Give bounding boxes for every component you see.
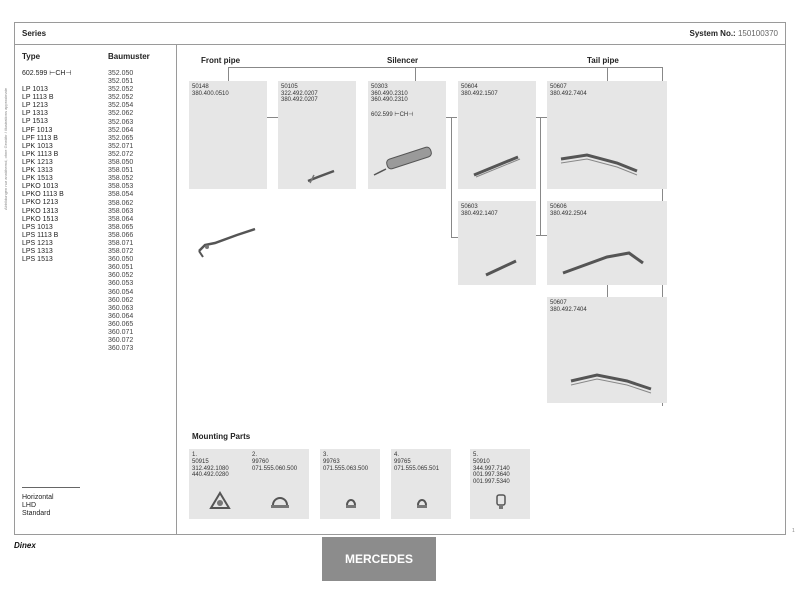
connector-line <box>267 117 278 118</box>
part-number: 50607 <box>550 300 567 306</box>
part-code <box>461 204 498 217</box>
type-item: LP 1313 <box>22 110 48 118</box>
type-list <box>22 70 72 264</box>
mounting-part-4[interactable] <box>391 449 451 519</box>
type-item: LPS 1013 <box>22 223 53 231</box>
part-box-tail-pipe-3[interactable] <box>458 201 536 285</box>
page-number: 1 <box>792 528 795 534</box>
part-number: 50603 <box>461 204 478 210</box>
baumuster-item: 360.071 <box>108 329 134 336</box>
baumuster-item: 360.073 <box>108 345 134 353</box>
part-code <box>371 84 408 104</box>
part-number: 50915 <box>192 459 209 465</box>
part-reference: 360.490.2310 <box>371 90 408 97</box>
type-item: LPK 1113 B <box>22 150 59 158</box>
connector-line <box>451 117 452 237</box>
type-item: LPS 1513 <box>22 256 53 264</box>
part-reference: 071.555.060.500 <box>252 465 298 472</box>
baumuster-item: 360.063 <box>108 304 134 312</box>
mounting-part-2[interactable] <box>249 449 309 519</box>
baumuster-item: 360.072 <box>108 337 134 345</box>
baumuster-item: 360.050 <box>108 256 134 264</box>
mounting-part-code <box>394 459 439 472</box>
baumuster-item: 358.050 <box>108 159 134 167</box>
type-item: LP 1513 <box>22 118 48 126</box>
legend-item: Standard <box>22 510 51 517</box>
mounting-part-index: 2. <box>252 452 258 458</box>
baumuster-item: 358.062 <box>108 199 134 207</box>
baumuster-item: 352.050 <box>108 70 134 77</box>
connector-line <box>607 285 608 297</box>
baumuster-item: 360.051 <box>108 264 134 272</box>
clamp-icon <box>411 491 433 511</box>
baumuster-item: 358.064 <box>108 215 134 223</box>
part-reference: 380.492.7404 <box>550 306 587 313</box>
part-code <box>461 84 498 97</box>
part-box-tail-pipe-2[interactable] <box>547 81 667 189</box>
part-reference: 344.997.7140 <box>473 465 510 472</box>
part-box-front-pipe-2[interactable] <box>278 81 356 189</box>
brand-banner: MERCEDES <box>322 537 436 581</box>
part-reference: 380.492.2504 <box>550 210 587 217</box>
tail-pipe-illustration <box>482 255 522 279</box>
baumuster-list <box>108 70 133 353</box>
type-item: LP 1213 <box>22 102 48 110</box>
part-number: 50607 <box>550 84 567 90</box>
system-number <box>689 29 778 38</box>
baumuster-item: 358.072 <box>108 248 134 256</box>
front-pipe-illustration <box>195 221 265 261</box>
baumuster-item: 352.051 <box>108 78 134 86</box>
baumuster-item: 352.065 <box>108 134 134 142</box>
baumuster-item: 358.066 <box>108 231 134 239</box>
part-number: 50604 <box>461 84 478 90</box>
tail-pipe-illustration <box>468 151 528 181</box>
baumuster-item: 352.052 <box>108 86 134 94</box>
part-reference: 071.555.065.501 <box>394 465 440 472</box>
baumuster-item: 360.054 <box>108 288 134 296</box>
part-code <box>550 84 587 97</box>
dinex-logo: Dinex <box>14 541 36 550</box>
legend <box>22 494 54 518</box>
type-item: LPS 1113 B <box>22 231 59 239</box>
baumuster-item: 352.072 <box>108 150 134 158</box>
mounting-part-code <box>473 459 510 485</box>
part-box-silencer[interactable] <box>368 81 446 189</box>
part-number: 50303 <box>371 84 388 90</box>
part-reference: 001.997.5340 <box>473 478 510 485</box>
connector-line <box>535 117 547 118</box>
part-reference: 380.492.0207 <box>281 97 318 103</box>
baumuster-item: 360.052 <box>108 272 134 280</box>
type-item: LPF 1113 B <box>22 134 58 142</box>
part-number: 50606 <box>550 204 567 210</box>
connector-line <box>228 67 663 68</box>
part-number: 50105 <box>281 84 298 90</box>
system-number-label: System No.: <box>689 29 736 38</box>
mounting-part-index: 1. <box>192 452 198 458</box>
connector-line <box>451 237 458 238</box>
type-item: 602.599 ⊢CH⊣ <box>22 70 72 77</box>
mounting-part-3[interactable] <box>320 449 380 519</box>
part-reference: 312.492.1080 <box>192 465 229 472</box>
type-item: LPS 1313 <box>22 247 53 255</box>
type-column-header: Type <box>22 52 41 61</box>
type-item: LPK 1513 <box>22 175 53 183</box>
mounting-parts-title: Mounting Parts <box>192 432 251 441</box>
type-item: LPF 1013 <box>22 126 53 134</box>
mounting-part-index: 4. <box>394 452 400 458</box>
baumuster-item: 352.071 <box>108 142 134 150</box>
type-gap <box>22 78 72 86</box>
baumuster-item: 358.053 <box>108 183 134 191</box>
part-reference: 380.492.1507 <box>461 90 498 97</box>
silencer-illustration <box>372 139 442 179</box>
part-reference: 380.492.7404 <box>550 90 587 97</box>
front-pipe-title: Front pipe <box>201 56 241 65</box>
part-number: 99760 <box>252 459 269 465</box>
mounting-part-code <box>252 459 297 472</box>
mounting-part-index: 5. <box>473 452 479 458</box>
baumuster-item: 360.065 <box>108 320 134 328</box>
mounting-part-5[interactable] <box>470 449 530 519</box>
baumuster-item: 360.062 <box>108 296 134 304</box>
mounting-part-1[interactable] <box>189 449 249 519</box>
type-item: LPK 1213 <box>22 158 53 166</box>
type-item: LP 1013 <box>22 86 48 94</box>
part-reference: 380.400.0510 <box>192 90 229 97</box>
part-note: 602.599 ⊢CH⊣ <box>371 112 414 118</box>
part-reference: 380.492.1407 <box>461 210 498 217</box>
part-code <box>550 204 587 217</box>
legend-item: Horizontal <box>22 494 54 501</box>
column-separator <box>176 45 177 534</box>
front-pipe-illustration <box>304 163 344 187</box>
part-reference: 071.555.063.500 <box>323 465 369 472</box>
silencer-title: Silencer <box>387 56 419 65</box>
baumuster-item: 358.054 <box>108 191 134 199</box>
part-reference: 440.492.0280 <box>192 472 229 478</box>
part-code <box>192 84 229 97</box>
type-item: LPKO 1313 <box>22 207 59 215</box>
part-number: 99763 <box>323 459 340 465</box>
connector-line <box>228 67 229 81</box>
type-item: LPK 1313 <box>22 167 53 175</box>
type-item: LPKO 1113 B <box>22 191 64 199</box>
mounting-part-index: 3. <box>323 452 329 458</box>
connector-line <box>415 67 416 81</box>
legend-divider <box>22 487 80 488</box>
baumuster-item: 358.052 <box>108 175 134 183</box>
baumuster-item: 358.071 <box>108 239 134 247</box>
tail-pipe-illustration <box>567 359 667 399</box>
header-divider <box>14 44 786 45</box>
part-reference: 322.492.0207 <box>281 90 318 97</box>
baumuster-item: 358.051 <box>108 167 134 175</box>
mounting-part-code <box>323 459 368 472</box>
baumuster-column-header: Baumuster <box>108 52 150 61</box>
gasket-icon <box>209 491 231 511</box>
legend-item: LHD <box>22 502 37 509</box>
type-item: LPKO 1013 <box>22 183 59 191</box>
tail-pipe-title: Tail pipe <box>587 56 619 65</box>
part-number: 50148 <box>192 84 209 90</box>
part-box-front-pipe-1[interactable] <box>189 81 267 189</box>
clamp-icon <box>269 491 291 511</box>
baumuster-item: 360.053 <box>108 280 134 288</box>
type-item: LPK 1013 <box>22 142 53 150</box>
tail-pipe-illustration <box>557 141 657 181</box>
tail-pipe-illustration <box>557 239 657 279</box>
type-item: LPS 1213 <box>22 239 53 247</box>
baumuster-item: 352.064 <box>108 126 134 134</box>
baumuster-item: 352.052 <box>108 94 134 102</box>
series-label: Series <box>22 29 47 38</box>
baumuster-item: 352.062 <box>108 110 134 118</box>
bolt-icon <box>490 491 512 511</box>
system-number-value: 150100370 <box>737 29 778 38</box>
connector-line <box>535 235 547 236</box>
part-code <box>281 84 318 104</box>
part-box-tail-pipe-1[interactable] <box>458 81 536 189</box>
part-reference: 360.490.2310 <box>371 97 408 103</box>
connector-line <box>540 117 541 235</box>
part-reference: 001.997.3640 <box>473 472 510 478</box>
baumuster-item: 358.065 <box>108 223 134 231</box>
type-item: LPKO 1213 <box>22 199 59 207</box>
part-box-tail-pipe-5[interactable] <box>547 297 667 403</box>
part-code <box>550 300 587 313</box>
baumuster-item: 352.054 <box>108 102 134 110</box>
part-number: 99765 <box>394 459 411 465</box>
part-number: 50910 <box>473 459 490 465</box>
baumuster-item: 352.063 <box>108 118 134 126</box>
connector-line <box>607 67 608 81</box>
part-box-tail-pipe-4[interactable] <box>547 201 667 285</box>
type-item: LPKO 1513 <box>22 215 59 223</box>
baumuster-item: 360.064 <box>108 312 134 320</box>
mounting-part-code <box>192 459 229 479</box>
baumuster-item: 358.063 <box>108 207 134 215</box>
clamp-icon <box>340 491 362 511</box>
side-note: Abbildungen nur annähernd, ohne Gewähr / illustrations approximate <box>3 87 8 210</box>
type-item: LP 1113 B <box>22 94 54 102</box>
